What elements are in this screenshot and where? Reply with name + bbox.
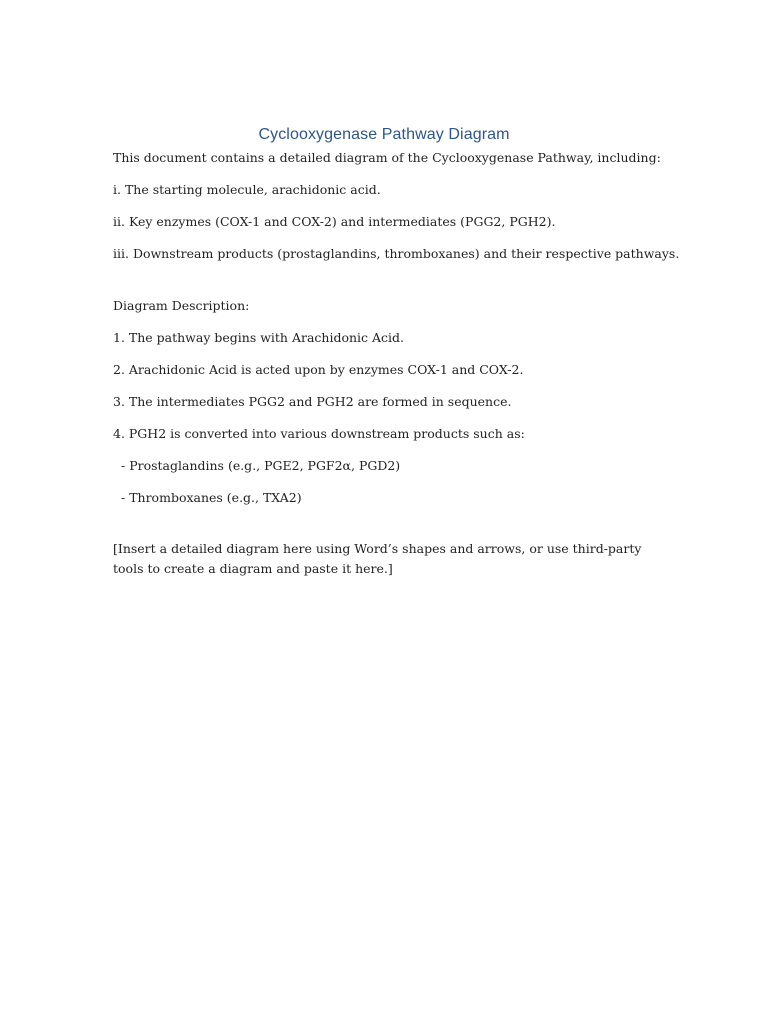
point-starting-molecule: i. The starting molecule, arachidonic acid. [113, 182, 381, 197]
document-title: Cyclooxygenase Pathway Diagram [258, 126, 510, 143]
step-3: 3. The intermediates PGG2 and PGH2 are formed in sequence. [113, 394, 512, 409]
sub-item-prostaglandins: - Prostaglandins (e.g., PGE2, PGF2α, PGD2) [121, 458, 401, 473]
step-4: 4. PGH2 is converted into various downstream products such as: [113, 426, 525, 441]
sub-item-thromboxanes: - Thromboxanes (e.g., TXA2) [121, 490, 302, 505]
step-1: 1. The pathway begins with Arachidonic Acid. [113, 330, 405, 345]
point-key-enzymes: ii. Key enzymes (COX-1 and COX-2) and intermediates (PGG2, PGH2). [113, 214, 556, 229]
diagram-placeholder-note: [Insert a detailed diagram here using Word’s shapes and arrows, or use third-party tools to create a diagram and paste it here.] [113, 541, 642, 576]
point-downstream-products: iii. Downstream products (prostaglandins, thromboxanes) and their respective pathways. [113, 246, 680, 261]
diagram-description-heading: Diagram Description: [113, 298, 250, 313]
step-2: 2. Arachidonic Acid is acted upon by enzymes COX-1 and COX-2. [113, 362, 524, 377]
intro-paragraph: This document contains a detailed diagram of the Cyclooxygenase Pathway, including: [113, 150, 661, 165]
